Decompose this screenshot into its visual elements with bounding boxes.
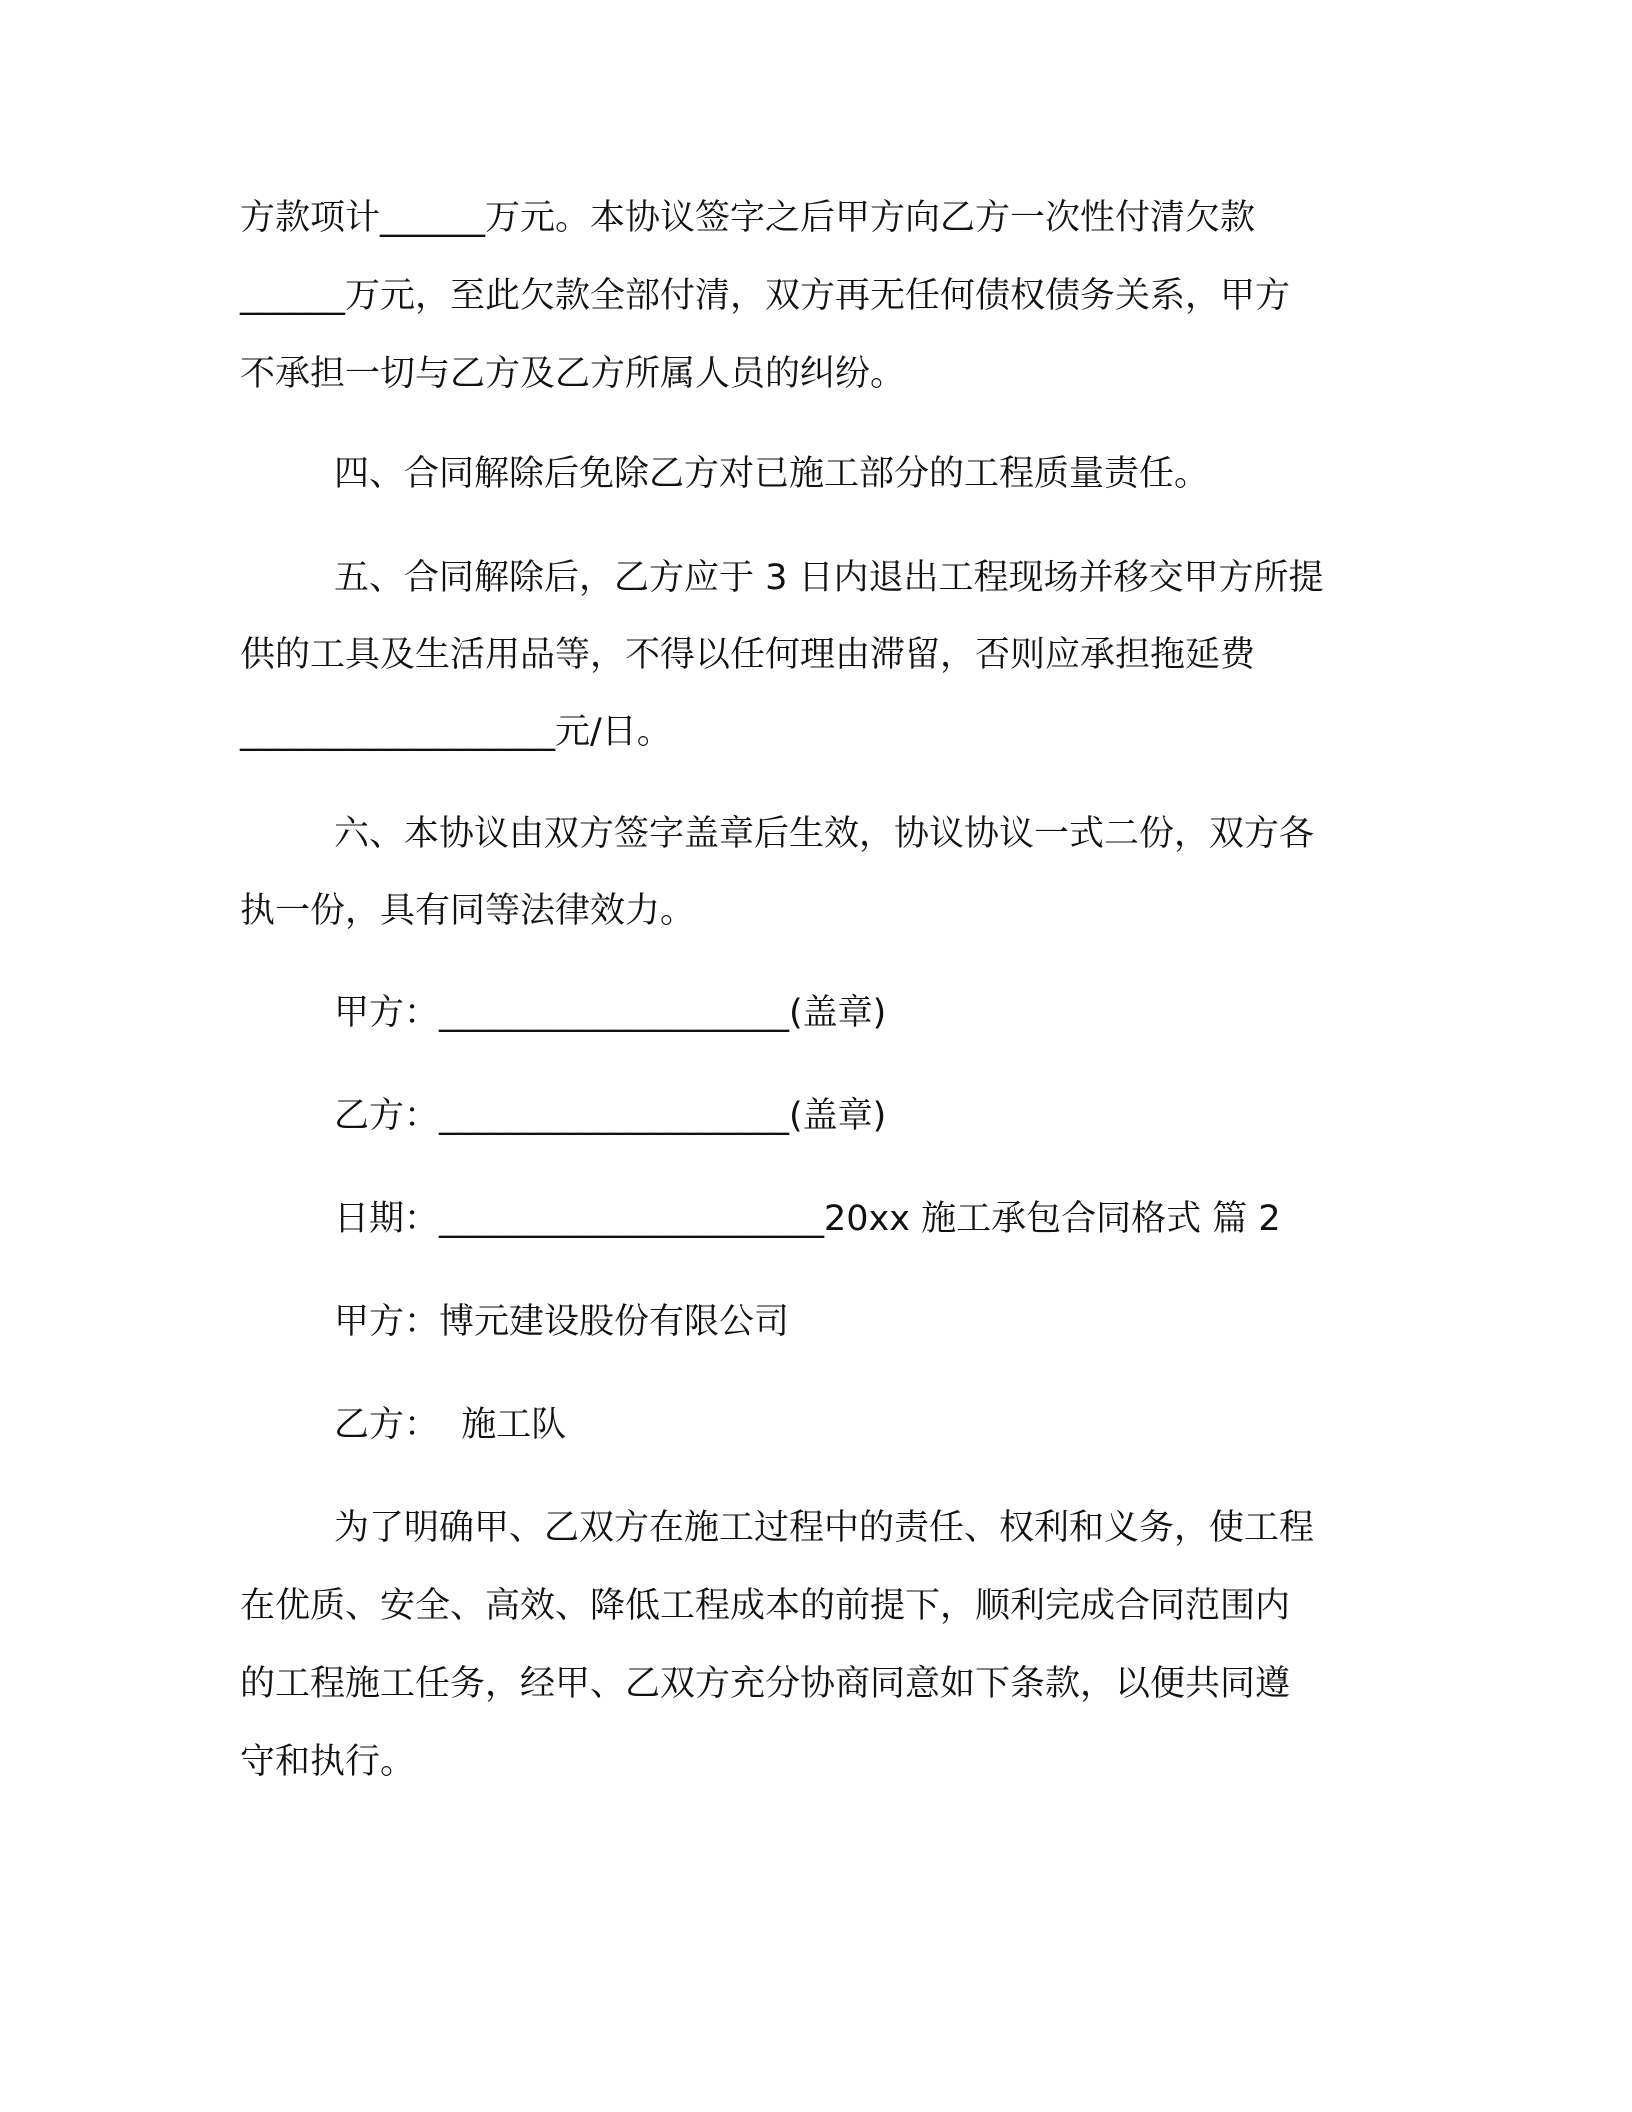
date-line: 日期：______________________20xx 施工承包合同格式 篇 2	[334, 1199, 1281, 1239]
clause-5-line-1: 五、合同解除后，乙方应于 3 日内退出工程现场并移交甲方所提	[334, 558, 1324, 598]
clause-3-line-1: 方款项计______万元。本协议签字之后甲方向乙方一次性付清欠款	[240, 198, 1256, 238]
party-a-name: 甲方：博元建设股份有限公司	[334, 1302, 790, 1342]
party-b-signature-line: 乙方：____________________(盖章)	[334, 1096, 887, 1136]
clause-5-line-3: __________________元/日。	[240, 712, 672, 752]
preamble-line-4: 守和执行。	[240, 1742, 416, 1782]
clause-5-line-2: 供的工具及生活用品等，不得以任何理由滞留，否则应承担拖延费	[240, 635, 1256, 675]
party-b-name: 乙方： 施工队	[334, 1405, 567, 1445]
preamble-line-3: 的工程施工任务，经甲、乙双方充分协商同意如下条款，以便共同遵	[240, 1664, 1291, 1704]
clause-6-line-1: 六、本协议由双方签字盖章后生效，协议协议一式二份，双方各	[334, 814, 1315, 854]
preamble-line-2: 在优质、安全、高效、降低工程成本的前提下，顺利完成合同范围内	[240, 1586, 1291, 1626]
clause-4: 四、合同解除后免除乙方对已施工部分的工程质量责任。	[334, 454, 1210, 494]
party-a-signature-line: 甲方：____________________(盖章)	[334, 993, 887, 1033]
clause-3-line-2: ______万元，至此欠款全部付清，双方再无任何债权债务关系，甲方	[240, 276, 1291, 316]
clause-3-line-3: 不承担一切与乙方及乙方所属人员的纠纷。	[240, 354, 906, 394]
preamble-line-1: 为了明确甲、乙双方在施工过程中的责任、权利和义务，使工程	[334, 1508, 1315, 1548]
clause-6-line-2: 执一份，具有同等法律效力。	[240, 891, 696, 931]
